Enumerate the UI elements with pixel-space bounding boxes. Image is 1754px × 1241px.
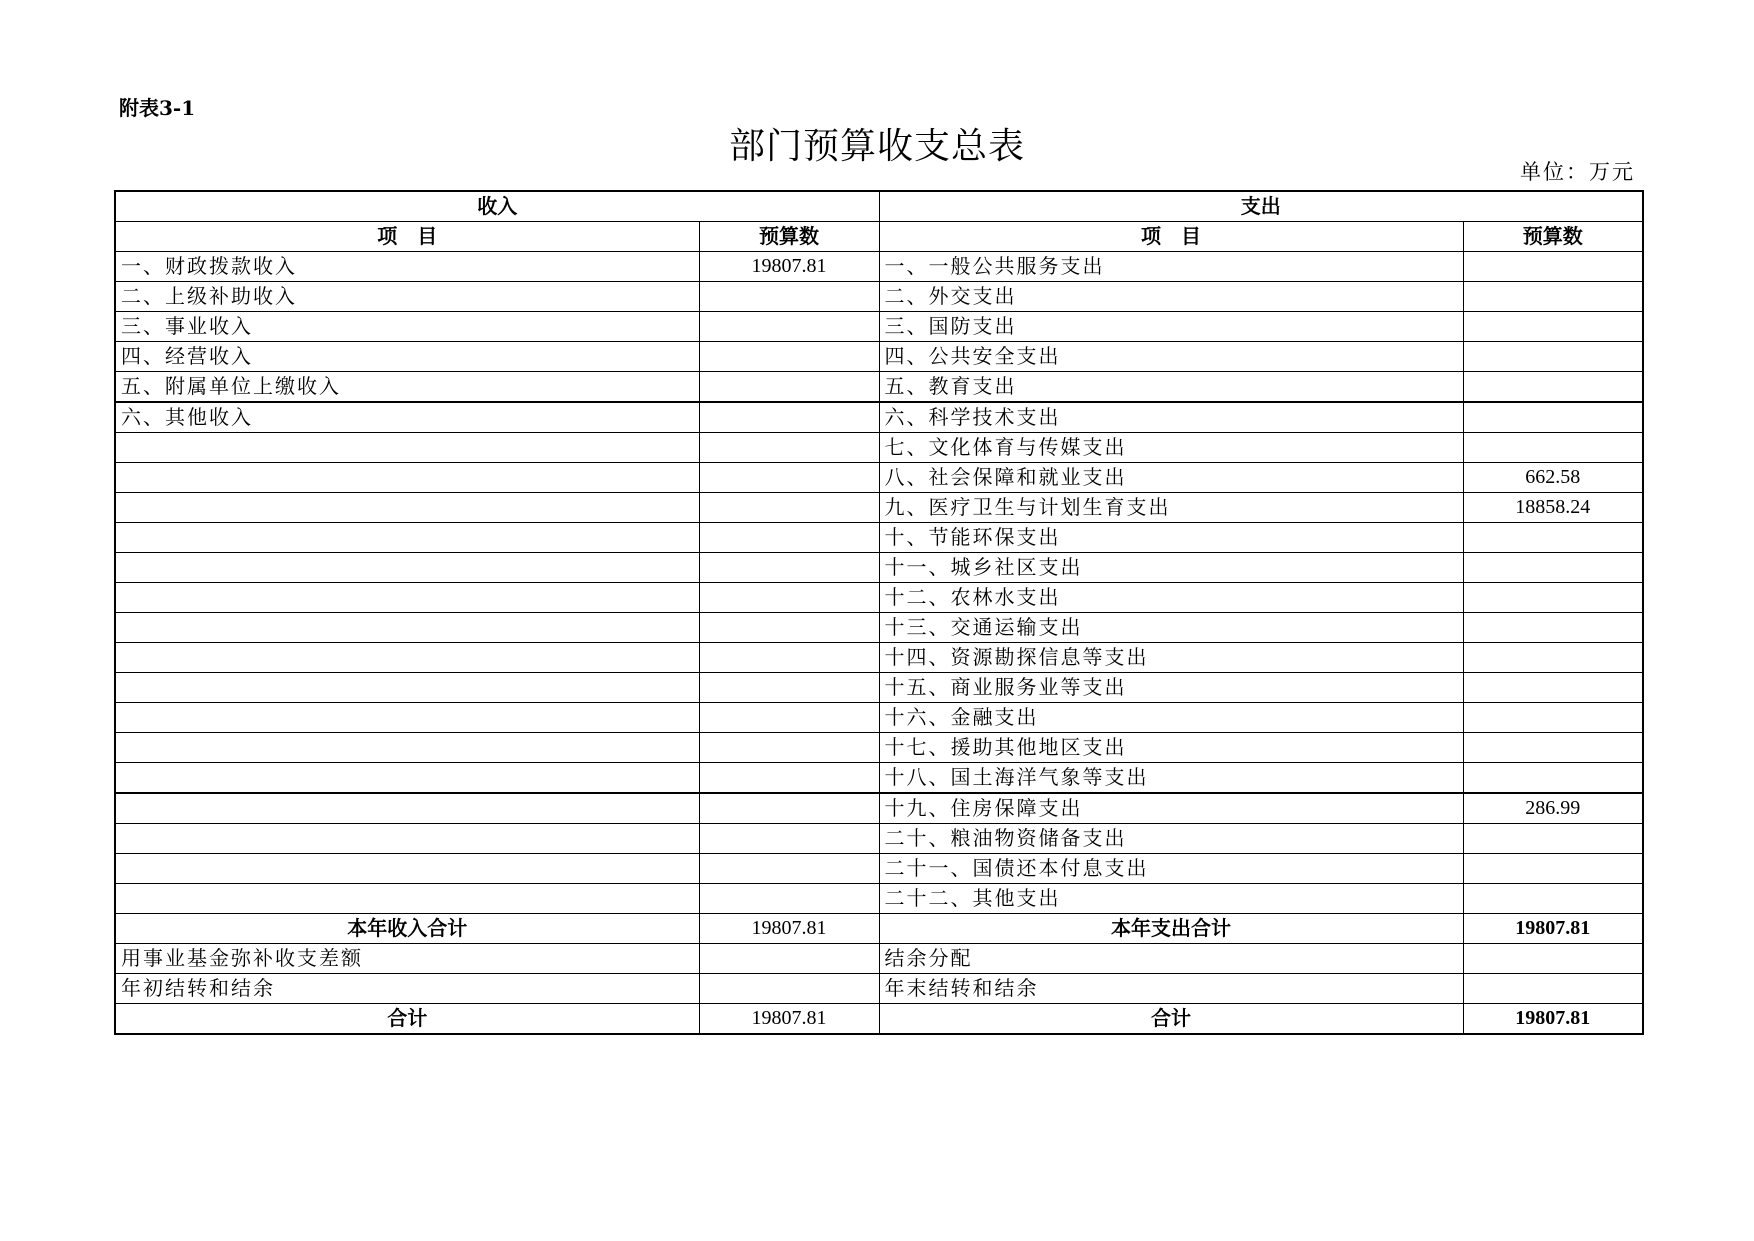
table-row [115,884,1643,914]
expenditure-value-cell [1463,372,1643,403]
expenditure-value-cell [1463,613,1643,643]
income-item-cell [115,733,699,763]
income-value-cell [699,824,879,854]
end-carryover-label: 年末结转和结余 [879,974,1463,1004]
income-item-cell [115,493,699,523]
expenditure-value-cell [1463,703,1643,733]
income-value-cell [699,553,879,583]
income-item-cell [115,703,699,733]
income-value-cell [699,854,879,884]
table-row [115,342,1643,372]
expenditure-value-cell [1463,583,1643,613]
income-item-cell: 四、经营收入 [115,342,699,372]
table-row [115,854,1643,884]
expenditure-item-cell: 六、科学技术支出 [879,402,1463,433]
expenditure-value-cell [1463,402,1643,433]
expenditure-item-cell: 十三、交通运输支出 [879,613,1463,643]
income-item-cell [115,884,699,914]
expenditure-value-cell [1463,763,1643,794]
income-item-cell [115,463,699,493]
end-carryover-value [1463,974,1643,1004]
expenditure-value-cell: 18858.24 [1463,493,1643,523]
section-header-row [115,191,1643,222]
income-value-cell [699,733,879,763]
expenditure-value-cell [1463,312,1643,342]
income-header: 收入 [115,191,879,222]
expenditure-value-cell [1463,553,1643,583]
income-value-cell [699,583,879,613]
table-row [115,613,1643,643]
expenditure-item-cell: 五、教育支出 [879,372,1463,403]
income-item-cell [115,553,699,583]
surplus-value [1463,944,1643,974]
expenditure-item-cell: 十四、资源勘探信息等支出 [879,643,1463,673]
table-row [115,523,1643,553]
income-value-cell [699,703,879,733]
expenditure-item-cell: 十、节能环保支出 [879,523,1463,553]
expenditure-item-cell: 十五、商业服务业等支出 [879,673,1463,703]
income-item-cell [115,523,699,553]
year-total-row [115,914,1643,944]
table-row [115,312,1643,342]
fund-row [115,944,1643,974]
table-row [115,673,1643,703]
income-item-cell: 三、事业收入 [115,312,699,342]
expenditure-item-cell: 十七、援助其他地区支出 [879,733,1463,763]
expenditure-value-cell [1463,282,1643,312]
table-row [115,252,1643,282]
income-year-total-value: 19807.81 [699,914,879,944]
income-value-cell [699,372,879,403]
income-item-cell [115,793,699,824]
expenditure-value-cell [1463,824,1643,854]
income-value-cell [699,402,879,433]
fund-label: 用事业基金弥补收支差额 [115,944,699,974]
expenditure-item-cell: 四、公共安全支出 [879,342,1463,372]
expenditure-value-cell [1463,733,1643,763]
expenditure-value-cell [1463,342,1643,372]
income-value-cell [699,463,879,493]
expenditure-item-cell: 十一、城乡社区支出 [879,553,1463,583]
expenditure-item-cell: 二十二、其他支出 [879,884,1463,914]
begin-carryover-label: 年初结转和结余 [115,974,699,1004]
table-row [115,703,1643,733]
income-value-cell [699,613,879,643]
expenditure-item-cell: 十六、金融支出 [879,703,1463,733]
expenditure-item-cell: 十八、国土海洋气象等支出 [879,763,1463,794]
income-year-total-label: 本年收入合计 [115,914,699,944]
expenditure-item-cell: 七、文化体育与传媒支出 [879,433,1463,463]
expenditure-item-cell: 三、国防支出 [879,312,1463,342]
income-item-cell [115,673,699,703]
income-item-cell: 五、附属单位上缴收入 [115,372,699,403]
income-item-cell: 一、财政拨款收入 [115,252,699,282]
expenditure-value-cell: 662.58 [1463,463,1643,493]
table-row [115,433,1643,463]
table-row [115,553,1643,583]
expenditure-item-cell: 二十一、国债还本付息支出 [879,854,1463,884]
income-item-cell [115,643,699,673]
income-item-cell [115,583,699,613]
table-row [115,583,1643,613]
expenditure-value-cell [1463,433,1643,463]
expenditure-year-total-value: 19807.81 [1463,914,1643,944]
expenditure-item-cell: 二、外交支出 [879,282,1463,312]
page-title: 部门预算收支总表 [728,126,1025,167]
expenditure-year-total-label: 本年支出合计 [879,914,1463,944]
income-value-cell [699,763,879,794]
expenditure-item-cell: 二十、粮油物资储备支出 [879,824,1463,854]
income-grand-total-label: 合计 [115,1004,699,1035]
expenditure-value-cell [1463,252,1643,282]
begin-carryover-value [699,974,879,1004]
table-row [115,402,1643,433]
income-item-cell [115,854,699,884]
expenditure-value-cell [1463,523,1643,553]
column-header-row [115,222,1643,252]
table-row [115,824,1643,854]
expenditure-value-cell: 286.99 [1463,793,1643,824]
expenditure-item-header: 项 目 [879,222,1463,252]
table-row [115,643,1643,673]
income-item-cell: 二、上级补助收入 [115,282,699,312]
table-row [115,793,1643,824]
income-item-header: 项 目 [115,222,699,252]
income-value-cell [699,312,879,342]
expenditure-value-cell [1463,854,1643,884]
expenditure-header: 支出 [879,191,1643,222]
expenditure-item-cell: 九、医疗卫生与计划生育支出 [879,493,1463,523]
income-value-cell [699,884,879,914]
expenditure-grand-total-value: 19807.81 [1463,1004,1643,1035]
expenditure-item-cell: 十二、农林水支出 [879,583,1463,613]
surplus-label: 结余分配 [879,944,1463,974]
income-value-cell [699,282,879,312]
income-item-cell [115,613,699,643]
expenditure-grand-total-label: 合计 [879,1004,1463,1035]
expenditure-budget-header: 预算数 [1463,222,1643,252]
income-budget-header: 预算数 [699,222,879,252]
carryover-row [115,974,1643,1004]
expenditure-item-cell: 十九、住房保障支出 [879,793,1463,824]
expenditure-item-cell: 八、社会保障和就业支出 [879,463,1463,493]
income-value-cell [699,493,879,523]
expenditure-value-cell [1463,884,1643,914]
table-row [115,493,1643,523]
document-label: 附表3-1 [119,96,196,120]
income-value-cell [699,643,879,673]
income-value-cell [699,433,879,463]
table-row [115,282,1643,312]
budget-table [114,190,1644,1035]
expenditure-item-cell: 一、一般公共服务支出 [879,252,1463,282]
income-value-cell [699,342,879,372]
income-value-cell [699,673,879,703]
income-value-cell [699,523,879,553]
income-value-cell: 19807.81 [699,252,879,282]
income-item-cell [115,763,699,794]
income-item-cell: 六、其他收入 [115,402,699,433]
grand-total-row [115,1004,1643,1035]
income-grand-total-value: 19807.81 [699,1004,879,1035]
income-item-cell [115,824,699,854]
table-row [115,372,1643,403]
table-row [115,463,1643,493]
table-row [115,733,1643,763]
expenditure-value-cell [1463,643,1643,673]
income-item-cell [115,433,699,463]
table-row [115,763,1643,794]
fund-value [699,944,879,974]
unit-label: 单位：万元 [1520,160,1635,184]
income-value-cell [699,793,879,824]
expenditure-value-cell [1463,673,1643,703]
